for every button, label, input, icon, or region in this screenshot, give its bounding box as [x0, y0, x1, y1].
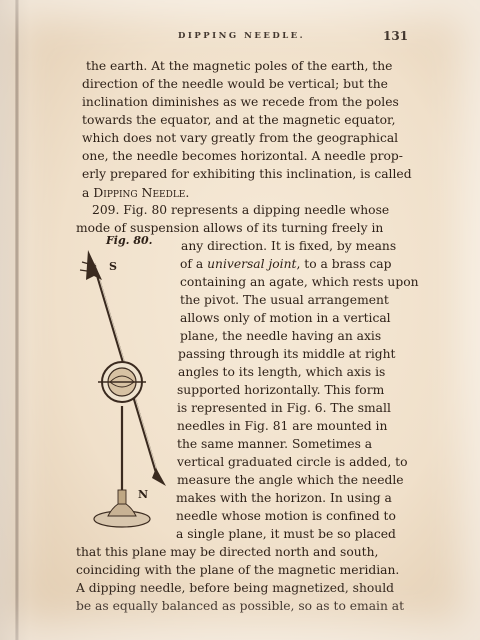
text-line: which does not vary greatly from the geographical: [82, 131, 399, 145]
term-dipping-needle: Dipping Needle.: [93, 185, 190, 200]
text-line: 209. Fig. 80 represents a dipping needle whose: [92, 203, 390, 217]
needle-north-tip: [152, 468, 166, 486]
text-line: towards the equator, and at the magnetic equator,: [82, 113, 396, 127]
text-line: vertical graduated circle is added, to: [177, 455, 408, 469]
text-line: the earth. At the magnetic poles of the earth, the: [86, 59, 393, 73]
text-line: needles in Fig. 81 are mounted in: [177, 419, 388, 433]
stand-foot: [108, 504, 136, 516]
text-line: direction of the needle would be vertical; but the: [82, 77, 388, 91]
page-gutter: [15, 0, 19, 640]
north-pole-mark: N: [138, 488, 149, 501]
figure-caption: Fig. 80.: [106, 234, 153, 247]
text-line: A dipping needle, before being magnetized, should: [76, 581, 395, 595]
text-line: makes with the horizon. In using a: [176, 491, 392, 505]
south-pole-mark: S: [109, 260, 117, 273]
text-line: erly prepared for exhibiting this inclination, is called: [82, 167, 412, 181]
dipping-needle-illustration: [72, 246, 182, 536]
text-run: , to a brass cap: [296, 257, 392, 271]
running-title: DIPPING NEEDLE.: [178, 31, 306, 41]
text-line: inclination diminishes as we recede from the poles: [82, 95, 399, 109]
text-line: [82, 185, 189, 201]
text-line: coinciding with the plane of the magnetic meridian.: [76, 563, 400, 577]
text-line: plane, the needle having an axis: [180, 329, 382, 343]
text-line: allows only of motion in a vertical: [180, 311, 391, 325]
text-line: mode of suspension allows of its turning freely in: [76, 221, 384, 235]
text-line: any direction. It is fixed, by means: [181, 239, 397, 253]
text-line: angles to its length, which axis is: [178, 365, 386, 379]
text-line: supported horizontally. This form: [177, 383, 385, 397]
text-run: of a: [180, 257, 208, 271]
text-run: a: [82, 186, 94, 200]
text-line: the pivot. The usual arrangement: [180, 293, 389, 307]
text-line: that this plane may be directed north and south,: [76, 545, 379, 559]
emphasis-universal-joint: universal joint: [207, 257, 297, 271]
text-line: containing an agate, which rests upon: [180, 275, 419, 289]
text-line: one, the needle becomes horizontal. A needle prop-: [82, 149, 403, 163]
text-line: be as equally balanced as possible, so as to emain at: [76, 599, 405, 613]
text-line: measure the angle which the needle: [177, 473, 404, 487]
text-line: passing through its middle at right: [178, 347, 396, 361]
stand-collar: [118, 490, 126, 504]
text-line: a single plane, it must be so placed: [176, 527, 396, 541]
text-line: needle whose motion is confined to: [176, 509, 396, 523]
text-line: is represented in Fig. 6. The small: [177, 401, 391, 415]
text-line: [180, 257, 392, 272]
text-line: the same manner. Sometimes a: [177, 437, 373, 451]
page-number: 131: [383, 29, 409, 43]
